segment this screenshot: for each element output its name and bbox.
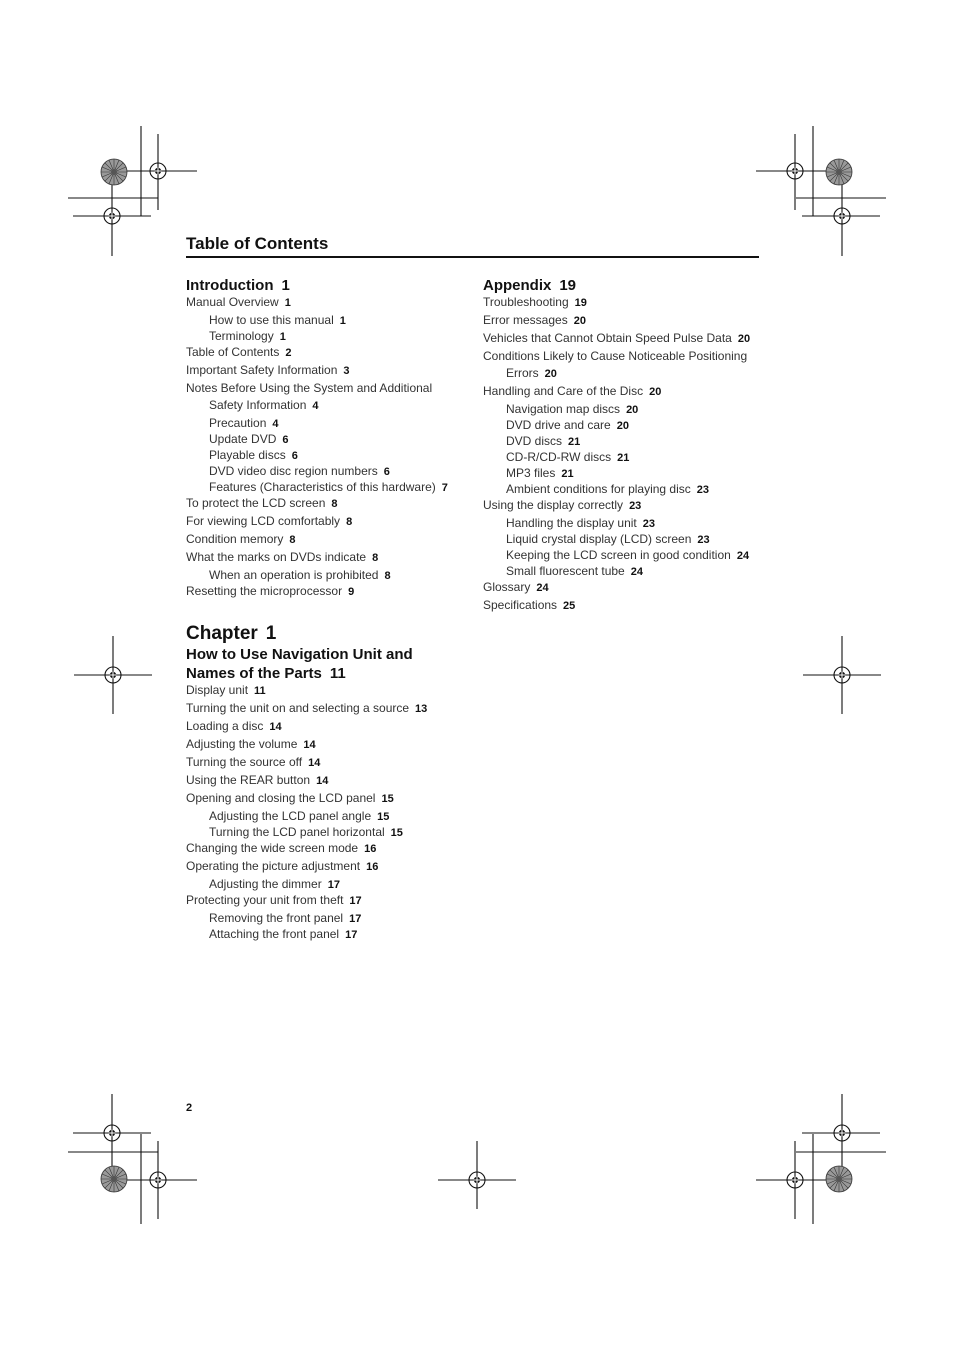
toc-entry-page-number: 21 [561,468,574,480]
toc-entry [483,276,783,295]
toc-entry-page-number: 14 [269,721,282,733]
toc-entry [483,450,783,466]
toc-entry-label: Error messages [483,313,568,327]
toc-entry-page-number: 19 [574,297,587,309]
toc-entry [186,825,486,841]
toc-entry [186,719,486,735]
toc-entry-page-number: 16 [366,861,379,873]
toc-entry-page-number: 24 [736,550,750,562]
toc-entry-label: Small fluorescent tube [506,564,625,578]
toc-entry-label: Vehicles that Cannot Obtain Speed Pulse Data [483,331,732,345]
toc-entry-label: To protect the LCD screen [186,496,326,510]
toc-entry-page-number: 20 [626,404,639,416]
toc-entry-label: Removing the front panel [209,911,344,925]
toc-entry [186,416,486,432]
toc-entry-label: Troubleshooting [483,295,569,309]
toc-entry [186,809,486,825]
toc-entry [186,295,486,311]
toc-entry-label: Table of Contents [186,345,280,359]
toc-entry [483,466,783,482]
toc-entry-label: Using the display correctly [483,498,624,512]
toc-entry [186,398,486,414]
toc-entry-label: Important Safety Information [186,363,338,377]
toc-entry-label: Handling the display unit [506,516,637,530]
toc-entry-page-number: 24 [536,582,549,594]
toc-entry-label: Names of the Parts [186,665,322,682]
toc-entry-label: Opening and closing the LCD panel [186,791,376,805]
toc-entry-label: Safety Information [209,398,307,412]
toc-entry-page-number: 13 [415,703,428,715]
toc-entry-label: Navigation map discs [506,402,621,416]
toc-entry-label: Liquid crystal display (LCD) screen [506,532,692,546]
toc-entry-page-number: 1 [339,315,346,327]
toc-entry-page-number: 8 [372,552,379,564]
toc-entry [186,622,486,645]
toc-entry [483,564,783,580]
toc-entry [483,418,783,434]
toc-list [186,276,486,943]
toc-entry-page-number: 1 [284,297,291,309]
toc-entry-label: What the marks on DVDs indicate [186,550,367,564]
toc-entry [483,295,783,311]
toc-entry [483,516,783,532]
toc-entry-label: Display unit [186,683,249,697]
toc-entry-page-number: 20 [649,386,662,398]
toc-entry [186,877,486,893]
toc-entry [186,276,486,295]
toc-entry [186,329,486,345]
toc-entry-label: How to Use Navigation Unit and [186,646,413,663]
toc-entry [186,550,486,566]
toc-entry-page-number: 15 [381,793,394,805]
toc-entry-label: Appendix [483,277,552,294]
toc-entry [186,737,486,753]
toc-entry-page-number: 8 [346,516,353,528]
toc-entry [483,384,783,400]
toc-entry-page-number: 3 [343,365,350,377]
toc-entry-label: For viewing LCD comfortably [186,514,341,528]
toc-entry [483,313,783,329]
toc-entry-page-number: 17 [327,879,340,891]
toc-entry [186,683,486,699]
toc-entry-label: Manual Overview [186,295,279,309]
toc-entry-page-number: 6 [383,466,390,478]
toc-entry-label: Loading a disc [186,719,264,733]
toc-entry [186,911,486,927]
toc-entry-page-number: 17 [345,929,358,941]
toc-entry [483,366,783,382]
toc-list [483,276,783,614]
toc-entry-label: Operating the picture adjustment [186,859,361,873]
toc-entry [186,448,486,464]
toc-entry-page-number: 21 [617,452,630,464]
toc-entry-label: Turning the source off [186,755,303,769]
toc-entry [186,363,486,379]
toc-entry-page-number: 11 [329,665,346,682]
toc-entry-label: MP3 files [506,466,556,480]
toc-entry-label: Adjusting the LCD panel angle [209,809,372,823]
toc-entry-label: Condition memory [186,532,284,546]
toc-entry-page-number: 20 [616,420,629,432]
toc-entry-label: Handling and Care of the Disc [483,384,644,398]
toc-entry-page-number: 8 [384,570,391,582]
toc-entry-label: Turning the LCD panel horizontal [209,825,385,839]
toc-entry-page-number: 20 [737,333,751,345]
toc-entry-label: When an operation is prohibited [209,568,379,582]
toc-entry [483,331,783,347]
toc-entry-label: DVD video disc region numbers [209,464,378,478]
toc-entry [186,645,486,664]
toc-entry [186,480,486,496]
toc-entry-label: Errors [506,366,539,380]
toc-entry-page-number: 11 [254,685,266,697]
toc-entry-label: How to use this manual [209,313,334,327]
toc-entry [186,664,486,683]
toc-entry-page-number: 23 [642,518,656,530]
toc-entry-label: Chapter [186,623,258,644]
toc-entry [483,402,783,418]
toc-entry [186,773,486,789]
toc-entry-page-number: 23 [629,500,642,512]
toc-entry [186,381,486,396]
toc-entry-label: DVD drive and care [506,418,611,432]
toc-entry [186,496,486,512]
toc-entry [186,927,486,943]
toc-entry-label: Adjusting the dimmer [209,877,322,891]
toc-entry-page-number: 4 [272,418,279,430]
toc-entry-page-number: 1 [281,277,290,294]
toc-entry-label: Features (Characteristics of this hardware) [209,480,436,494]
toc-entry [483,434,783,450]
toc-entry-page-number: 16 [364,843,377,855]
toc-entry-label: Update DVD [209,432,277,446]
toc-entry-label: Adjusting the volume [186,737,298,751]
toc-entry-page-number: 20 [573,315,586,327]
toc-entry-page-number: 19 [559,277,577,294]
toc-entry-label: CD-R/CD-RW discs [506,450,612,464]
toc-entry [483,598,783,614]
toc-entry-page-number: 7 [441,482,448,494]
toc-entry-page-number: 17 [349,895,362,907]
toc-entry-label: Specifications [483,598,558,612]
toc-entry [186,841,486,857]
toc-entry [483,532,783,548]
toc-column-left [186,276,486,943]
toc-entry-label: Attaching the front panel [209,927,340,941]
toc-entry-label: Playable discs [209,448,286,462]
toc-entry-label: DVD discs [506,434,563,448]
page-number: 2 [186,1102,193,1114]
toc-entry-page-number: 15 [377,811,390,823]
toc-entry-label: Ambient conditions for playing disc [506,482,691,496]
toc-entry [483,349,783,364]
toc-entry [483,498,783,514]
toc-entry [186,701,486,717]
toc-entry [483,580,783,596]
toc-entry [186,345,486,361]
toc-entry-label: Protecting your unit from theft [186,893,344,907]
toc-entry-page-number: 14 [303,739,316,751]
toc-entry-page-number: 25 [563,600,576,612]
toc-entry-page-number: 23 [697,534,710,546]
toc-entry [186,532,486,548]
toc-entry-page-number: 1 [265,623,277,644]
toc-entry [483,548,783,564]
toc-entry-label: Glossary [483,580,531,594]
toc-entry-page-number: 21 [568,436,581,448]
toc-entry-page-number: 15 [390,827,403,839]
toc-entry-page-number: 1 [279,331,286,343]
toc-entry-page-number: 8 [289,534,296,546]
toc-entry [186,514,486,530]
toc-entry-page-number: 6 [282,434,289,446]
toc-entry [186,791,486,807]
toc-entry-label: Keeping the LCD screen in good condition [506,548,731,562]
title-underline [186,256,759,258]
toc-entry-page-number: 8 [331,498,338,510]
toc-entry-page-number: 24 [630,566,643,578]
toc-entry-label: Turning the unit on and selecting a source [186,701,410,715]
toc-entry-page-number: 14 [308,757,321,769]
toc-entry-label: Changing the wide screen mode [186,841,359,855]
toc-entry-label: Terminology [209,329,274,343]
toc-entry [186,893,486,909]
toc-entry [186,432,486,448]
toc-entry-page-number: 20 [544,368,557,380]
toc-entry-label: Introduction [186,277,274,294]
toc-entry [186,568,486,584]
toc-entry-label: Notes Before Using the System and Additional [186,381,433,395]
toc-entry [483,482,783,498]
toc-entry [186,313,486,329]
page-title: Table of Contents [186,234,329,253]
toc-entry [186,584,486,600]
toc-column-right [483,276,783,614]
toc-entry-label: Precaution [209,416,267,430]
toc-entry [186,464,486,480]
toc-entry-page-number: 9 [348,586,355,598]
toc-entry-page-number: 2 [285,347,292,359]
toc-entry-label: Conditions Likely to Cause Noticeable Positioning [483,349,748,363]
toc-entry [186,859,486,875]
toc-entry-page-number: 23 [696,484,710,496]
toc-entry-page-number: 6 [291,450,298,462]
toc-entry-page-number: 17 [349,913,362,925]
toc-entry [186,755,486,771]
toc-entry-label: Resetting the microprocessor [186,584,343,598]
toc-entry-page-number: 14 [316,775,329,787]
toc-entry-page-number: 4 [312,400,319,412]
toc-entry-label: Using the REAR button [186,773,311,787]
